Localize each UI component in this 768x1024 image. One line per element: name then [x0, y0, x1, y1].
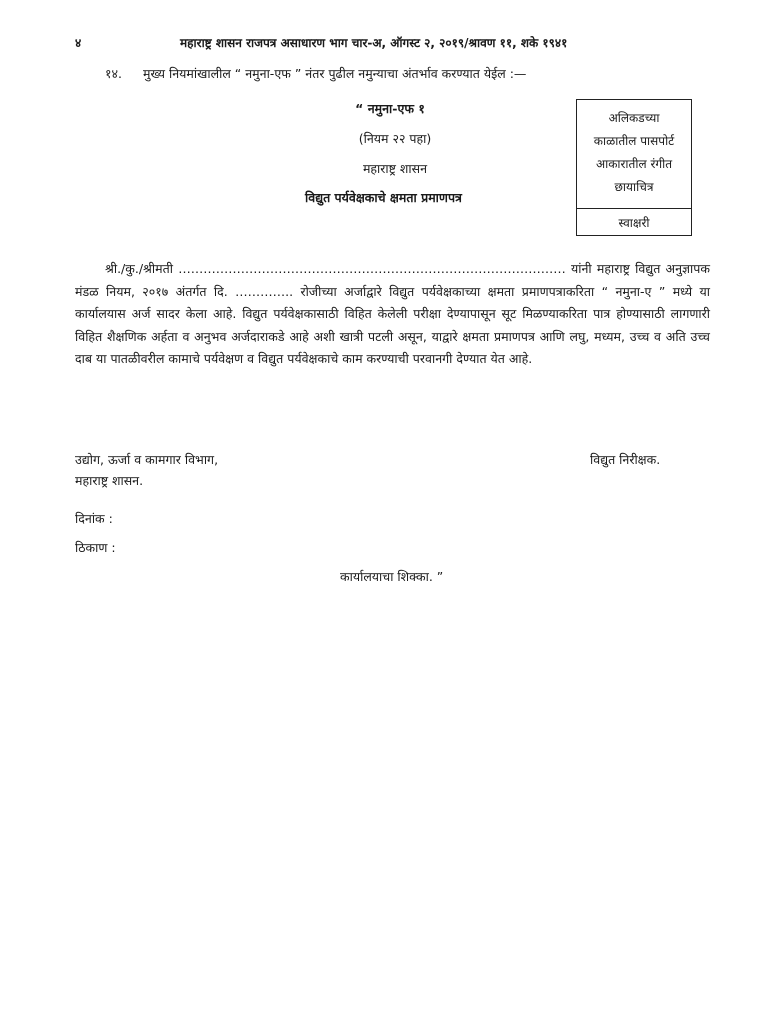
office-seal-label: कार्यालयाचा शिक्का. ” [340, 569, 444, 584]
form-rule: (नियम २२ पहा) [358, 131, 432, 146]
gazette-header: महाराष्ट्र शासन राजपत्र असाधारण भाग चार-अ, ऑगस्ट २, २०१९/श्रावण ११, शके १९४१ [180, 36, 568, 50]
form-government: महाराष्ट्र शासन [362, 161, 428, 176]
photo-box [576, 99, 692, 236]
signature-label: स्वाक्षरी [618, 216, 650, 230]
photo-line: काळातील पासपोर्ट [593, 134, 675, 148]
department-name: उद्योग, ऊर्जा व कामगार विभाग, [75, 452, 219, 467]
photo-line: आकारातील रंगीत [595, 157, 673, 171]
certificate-text: श्री./कु./श्रीमती ………………………………………………………………………………… यांनी महाराष्ट्र विद्युत अनुज्ञापक मंडळ नियम, २०१७ अंतर्गत दि. ………….. रोजीच्या अर्जाद्वारे विद्युत पर्यवेक्षकाच्या क्षमता प्रमाणपत्राकरिता “ नमुना-ए ” मध्ये या कार्यालयास अर्ज सादर केला आहे. विद्युत पर्यवेक्षकासाठी विहित केलेली परीक्षा देण्यापासून सूट मिळण्याकरिता पात्र होण्यासाठी लागणारी विहित शैक्षणिक अर्हता व अनुभव अर्जदाराकडे आहे अशी खात्री पटली असून, याद्वारे क्षमता प्रमाणपत्र आणि लघु, मध्यम, उच्च व अति उच्च दाब या पातळीवरील कामाचे पर्यवेक्षण व विद्युत पर्यवेक्षकाचे काम करण्याची परवानगी देण्यात येत आहे. [75, 261, 710, 366]
form-title: विद्युत पर्यवेक्षकाचे क्षमता प्रमाणपत्र [305, 190, 462, 205]
place-label: ठिकाण : [75, 540, 116, 555]
photo-instructions [577, 107, 691, 199]
government-name: महाराष्ट्र शासन. [75, 473, 144, 488]
date-label: दिनांक : [75, 511, 113, 526]
clause-text: मुख्य नियमांखालील “ नमुना-एफ ” नंतर पुढील नमुन्याचा अंतर्भाव करण्यात येईल :— [143, 66, 527, 81]
photo-line: छायाचित्र [614, 180, 654, 194]
page-number: ४ [75, 36, 82, 50]
form-name: “ नमुना-एफ १ [355, 101, 425, 116]
photo-line: अलिकडच्या [608, 111, 660, 125]
certificate-paragraph [75, 258, 710, 371]
inspector-label: विद्युत निरीक्षक. [590, 452, 661, 467]
clause-number: १४. [105, 66, 122, 81]
photo-divider [577, 208, 691, 209]
